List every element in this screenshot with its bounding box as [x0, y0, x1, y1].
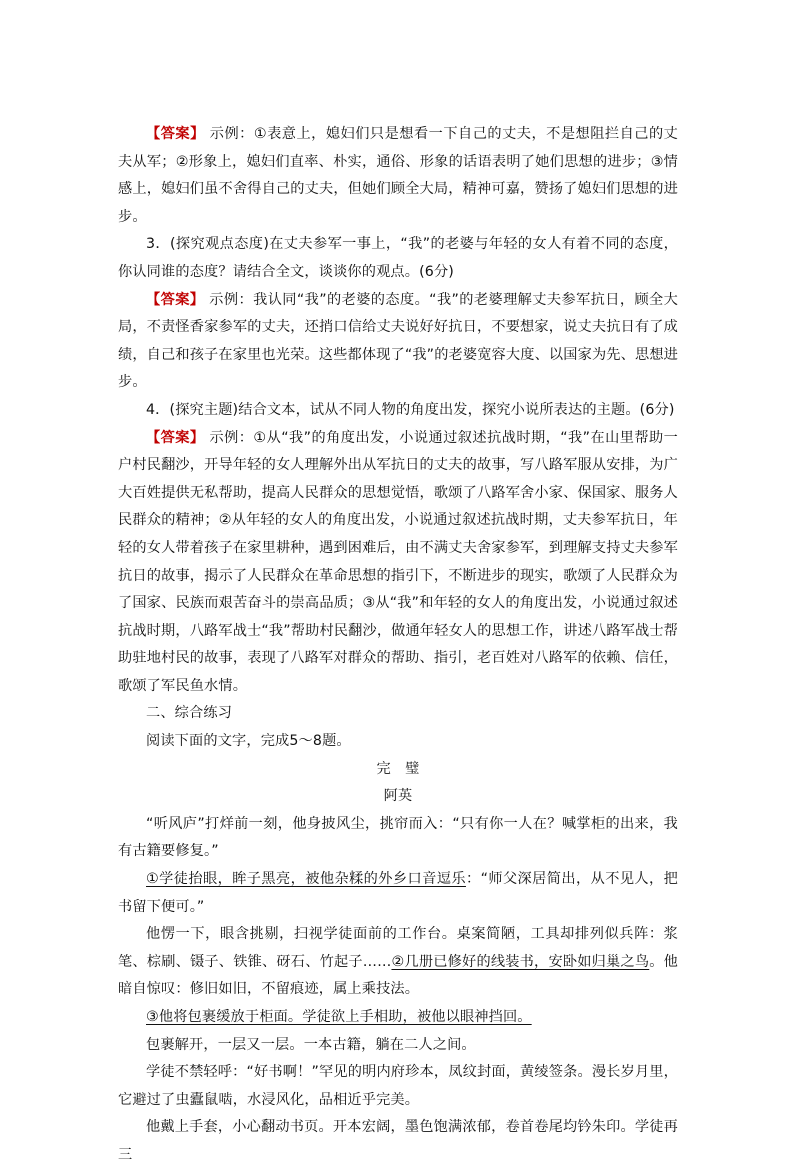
- answer-3-text: 示例：我认同“我”的老婆的态度。“我”的老婆理解丈夫参军抗日，顾全大局，不责怪香家参军的丈夫，还捎口信给丈夫说好好抗日，不要想家，说丈夫抗日有了成绩，自己和孩子在家里也光荣。这些都体现了“我”的老婆宽容大度、以国家为先、思想进步。: [118, 291, 678, 391]
- story-paragraph-7: 他戴上手套，小心翻动书页。开本宏阔，墨色饱满浓郁，卷首卷尾均钤朱印。学徒再三: [118, 1119, 678, 1163]
- section-heading: 二、综合练习: [146, 705, 233, 722]
- answer-4-text: 示例：①从“我”的角度出发，小说通过叙述抗战时期，“我”在山里帮助一户村民翻沙，开导年轻的女人理解外出从军抗日的丈夫的故事，写八路军服从安排，为广大百姓提供无私帮助，提高人民群众的思想觉悟，歌颂了八路军舍小家、保国家、服务人民群众的精神；②从年轻的女人的角度出发，小说通过叙述抗战时期，丈夫参军抗日，年轻的女人带着孩子在家里耕种，遇到困难后，由不满丈夫舍家参军，到理解支持丈夫参军抗日的故事，揭示了人民群众在革命思想的指引下，不断进步的现实，歌颂了人民群众为了国家、民族而艰苦奋斗的崇高品质；③从“我”和年轻的女人的角度出发，小说通过叙述抗战时期，八路军战士“我”帮助村民翻沙，做通年轻女人的思想工作，讲述八路军战士帮助驻地村民的故事，表现了八路军对群众的帮助、指引，老百姓对八路军的依赖、信任，歌颂了军民鱼水情。: [118, 429, 678, 694]
- underlined-sentence-2: ②几册已修好的线装书，安卧如归巢之鸟: [391, 953, 650, 970]
- question-3: 3．(探究观点态度)在丈夫参军一事上，“我”的老婆与年轻的女人有着不同的态度，你认同谁的态度？请结合全文，谈谈你的观点。(6分): [118, 236, 678, 280]
- story-paragraph-5: 包裹解开，一层又一层。一本古籍，躺在二人之间。: [146, 1036, 476, 1053]
- answer-4: [118, 425, 678, 701]
- underlined-sentence-1: ①学徒抬眼，眸子黑亮，被他杂糅的外乡口音逗乐: [146, 871, 466, 888]
- story-paragraph-4: [118, 1004, 678, 1032]
- story-paragraph-2: ①学徒抬眼，眸子黑亮，被他杂糅的外乡口音逗乐：“师父深居简出，从不见人，把书留下便可。”: [118, 871, 678, 915]
- story-title: 完 璧: [376, 760, 420, 777]
- answer-2: [118, 121, 678, 231]
- story-paragraph-6: 学徒不禁轻呼：“好书啊！”罕见的明内府珍本，凤纹封面，黄绫签条。漫长岁月里，它避过了虫蠹鼠啮，水浸风化，品相近乎完美。: [118, 1064, 678, 1108]
- page-body: [118, 121, 678, 1170]
- story-author: 阿英: [383, 788, 413, 805]
- answer-tag: 【答案】: [146, 291, 205, 308]
- answer-tag: 【答案】: [146, 429, 205, 446]
- answer-tag: 【答案】: [146, 126, 205, 142]
- question-4: 4．(探究主题)结合文本，试从不同人物的角度出发，探究小说所表达的主题。(6分): [146, 401, 675, 418]
- underlined-sentence-3: ③他将包裹缓放于柜面。学徒欲上手相助，被他以眼神挡回。: [146, 1009, 532, 1025]
- story-paragraph-1: “听风庐”打烊前一刻，他身披风尘，挑帘而入：“只有你一人在？喊掌柜的出来，我有古籍要修复。”: [118, 815, 678, 860]
- reading-instruction: 阅读下面的文字，完成5～8题。: [146, 733, 351, 750]
- story-paragraph-3: 他愣一下，眼含挑剔，扫视学徒面前的工作台。桌案简陋，工具却排列似兵阵：浆笔、棕刷、镊子、铁锥、砑石、竹起子……②几册已修好的线装书，安卧如归巢之鸟。他暗自惊叹：修旧如旧，不留痕迹，属上乘技法。: [118, 926, 678, 998]
- answer-3: [118, 287, 678, 397]
- answer-2-text: 示例：①表意上，媳妇们只是想看一下自己的丈夫，不是想阻拦自己的丈夫从军；②形象上，媳妇们直率、朴实，通俗、形象的话语表明了她们思想的进步；③情感上，媳妇们虽不舍得自己的丈夫，但她们顾全大局，精神可嘉，赞扬了媳妇们思想的进步。: [118, 126, 678, 225]
